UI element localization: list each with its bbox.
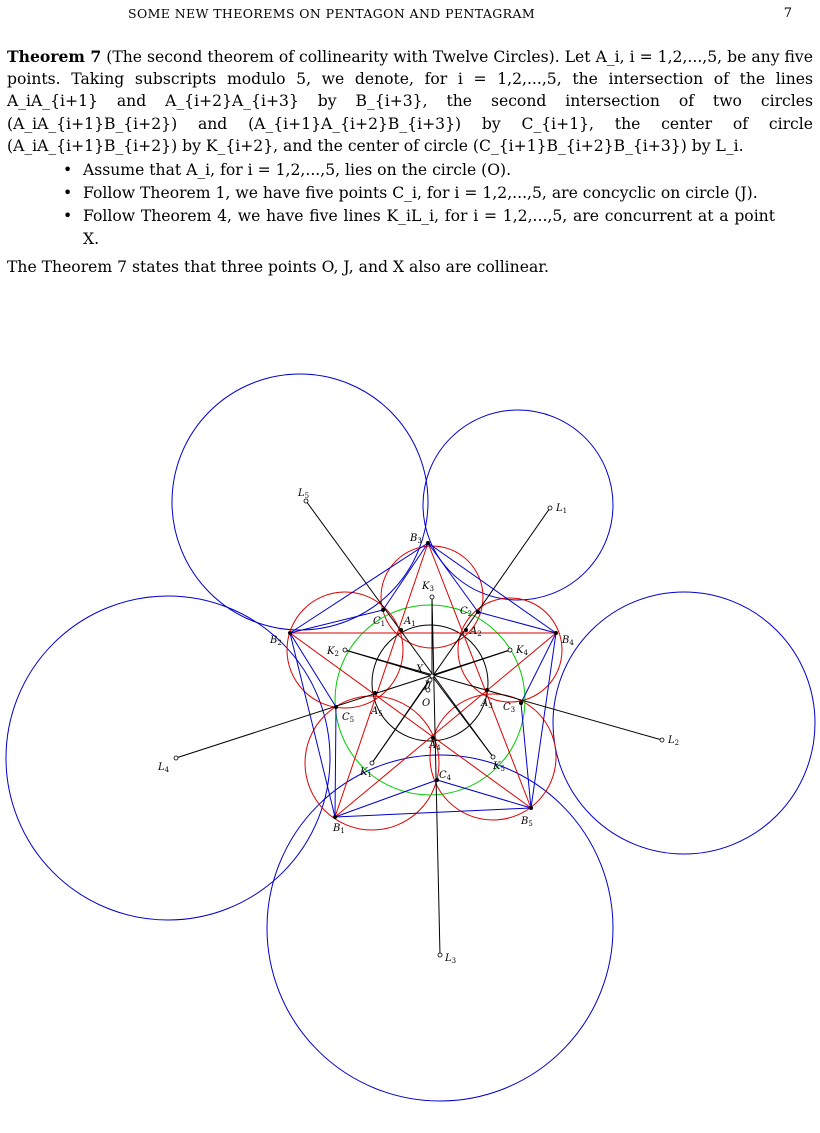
point-K1 [370, 761, 374, 765]
point-J [428, 678, 432, 682]
label-C1: $C_1$ [373, 616, 386, 628]
label-B3: $B_3$ [410, 533, 422, 545]
label-C2: $C_2$ [460, 606, 473, 618]
label-L5: $L_5$ [298, 488, 310, 500]
point-B4 [554, 631, 557, 634]
point-B2 [288, 631, 291, 634]
point-B3 [426, 541, 429, 544]
label-O: O [422, 698, 431, 709]
point-K5 [491, 755, 495, 759]
label-B2: $B_2$ [270, 635, 282, 647]
label-B5: $B_5$ [521, 816, 533, 828]
label-A1: $A_1$ [404, 616, 416, 628]
running-title: SOME NEW THEOREMS ON PENTAGON AND PENTAGRAM [128, 6, 536, 21]
point-C2 [476, 610, 479, 613]
blue-line [428, 543, 556, 633]
point-C3 [519, 701, 522, 704]
red-line [428, 543, 531, 808]
point-L1 [548, 506, 552, 510]
label-K5: $K_5$ [493, 761, 505, 773]
label-L3: $L_3$ [445, 953, 457, 965]
point-K4 [508, 648, 512, 652]
point-A3 [485, 688, 488, 691]
assumption-item: • Follow Theorem 4, we have five lines K_iL_i, for i = 1,2,...,5, are concurrent at a point X. [63, 205, 775, 249]
theorem-statement: Let A_i, i = 1,2,...,5, be any five points. Taking subscripts modulo 5, we denote, for i = 1,2,...,5, the intersection of the lines A_iA_{i+1} and A_{i+2}A_{i+3} by B_{i+3}, the second intersection of two circles (A_iA_{i+1}B_{i+2}) and (A_{i+1}A_{i+2}B_{i+3}) by C_{i+1}, the center of circle (A_iA_{i+1}B_{i+2}) by K_{i+2}, and the center of circle (C_{i+1}B_{i+2}B_{i+3}) by L_i. [7, 48, 813, 155]
label-L2: $L_2$ [668, 735, 680, 747]
label-X: X [416, 664, 424, 675]
point-A1 [399, 628, 402, 631]
label-B4: $B_4$ [562, 635, 574, 647]
label-K4: $K_4$ [516, 645, 528, 657]
point-C5 [334, 705, 337, 708]
line-K2L2 [345, 650, 662, 740]
label-C3: $C_3$ [503, 702, 516, 714]
label-J: J [424, 680, 429, 691]
point-L2 [660, 738, 664, 742]
blue-line [290, 610, 386, 633]
outer-circle [423, 410, 613, 600]
outer-circle [172, 374, 428, 630]
blue-line [335, 808, 531, 817]
label-K1: $K_1$ [360, 767, 372, 779]
point-A2 [464, 628, 467, 631]
assumption-item: • Follow Theorem 1, we have five points C_i, for i = 1,2,...,5, are concyclic on circle (J). [63, 182, 775, 204]
label-A4: $A_4$ [429, 740, 441, 752]
blue-line [428, 543, 478, 612]
blue-line [478, 612, 556, 633]
label-L1: $L_1$ [556, 503, 568, 515]
label-B1: $B_1$ [333, 823, 345, 835]
point-K2 [343, 648, 347, 652]
point-B5 [529, 806, 532, 809]
label-K3: $K_3$ [422, 581, 434, 593]
label-A5: $A_5$ [371, 706, 383, 718]
blue-line [290, 633, 336, 707]
outer-circle [553, 592, 815, 854]
page-number: 7 [783, 6, 792, 21]
label-C4: $C_4$ [439, 770, 452, 782]
point-B1 [333, 815, 336, 818]
outer-circle [267, 755, 613, 1101]
conclusion-paragraph: The Theorem 7 states that three points O, J, and X also are collinear. [7, 257, 549, 276]
point-L3 [438, 953, 442, 957]
point-L4 [174, 756, 178, 760]
label-A2: $A_2$ [470, 626, 482, 638]
assumption-item: • Assume that A_i, for i = 1,2,...,5, lies on the circle (O). [63, 159, 775, 181]
label-L4: $L_4$ [158, 762, 170, 774]
blue-line [531, 633, 556, 808]
point-X [430, 674, 434, 678]
label-K2: $K_2$ [327, 646, 339, 658]
blue-line [521, 703, 531, 808]
blue-line [335, 780, 437, 817]
theorem-name: Theorem 7 [7, 47, 102, 66]
label-C5: $C_5$ [342, 712, 355, 724]
red-line [335, 543, 431, 817]
label-A3: $A_3$ [481, 698, 493, 710]
point-K3 [430, 595, 434, 599]
point-C1 [381, 608, 384, 611]
theorem-title: (The second theorem of collinearity with Twelve Circles). [106, 48, 560, 66]
point-A5 [373, 691, 376, 694]
blue-line [335, 707, 336, 817]
line-K5X [432, 676, 493, 757]
